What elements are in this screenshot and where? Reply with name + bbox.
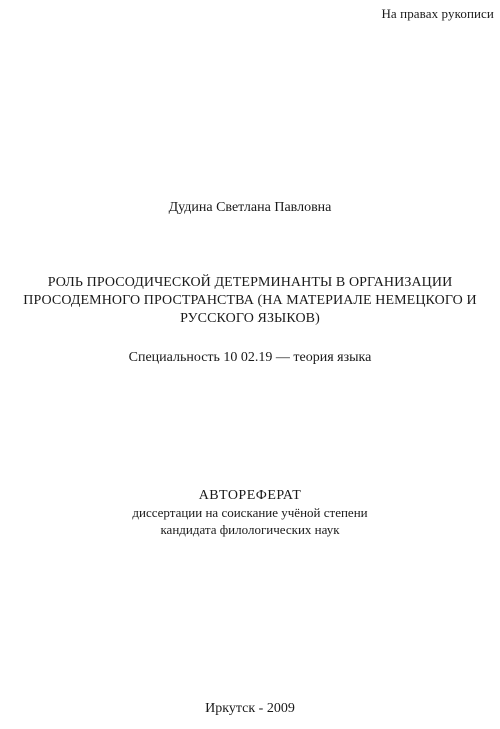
place-year: Иркутск - 2009 <box>205 701 295 716</box>
abstract-block <box>0 487 500 538</box>
abstract-line: кандидата филологических наук <box>160 522 340 537</box>
abstract-heading: АВТОРЕФЕРАТ <box>198 488 302 503</box>
title-line: РУССКОГО ЯЗЫКОВ) <box>180 311 320 326</box>
rights-note: На правах рукописи <box>381 6 494 21</box>
specialty-line: Специальность 10 02.19 — теория языка <box>128 350 372 365</box>
title-line: ПРОСОДЕМНОГО ПРОСТРАНСТВА (НА МАТЕРИАЛЕ НЕМЕЦКОГО И <box>23 293 477 308</box>
title-line: РОЛЬ ПРОСОДИЧЕСКОЙ ДЕТЕРМИНАНТЫ В ОРГАНИЗАЦИИ <box>47 275 453 290</box>
author-name: Дудина Светлана Павловна <box>168 200 332 215</box>
abstract-line: диссертации на соискание учёной степени <box>132 505 368 520</box>
dissertation-title <box>0 274 500 328</box>
